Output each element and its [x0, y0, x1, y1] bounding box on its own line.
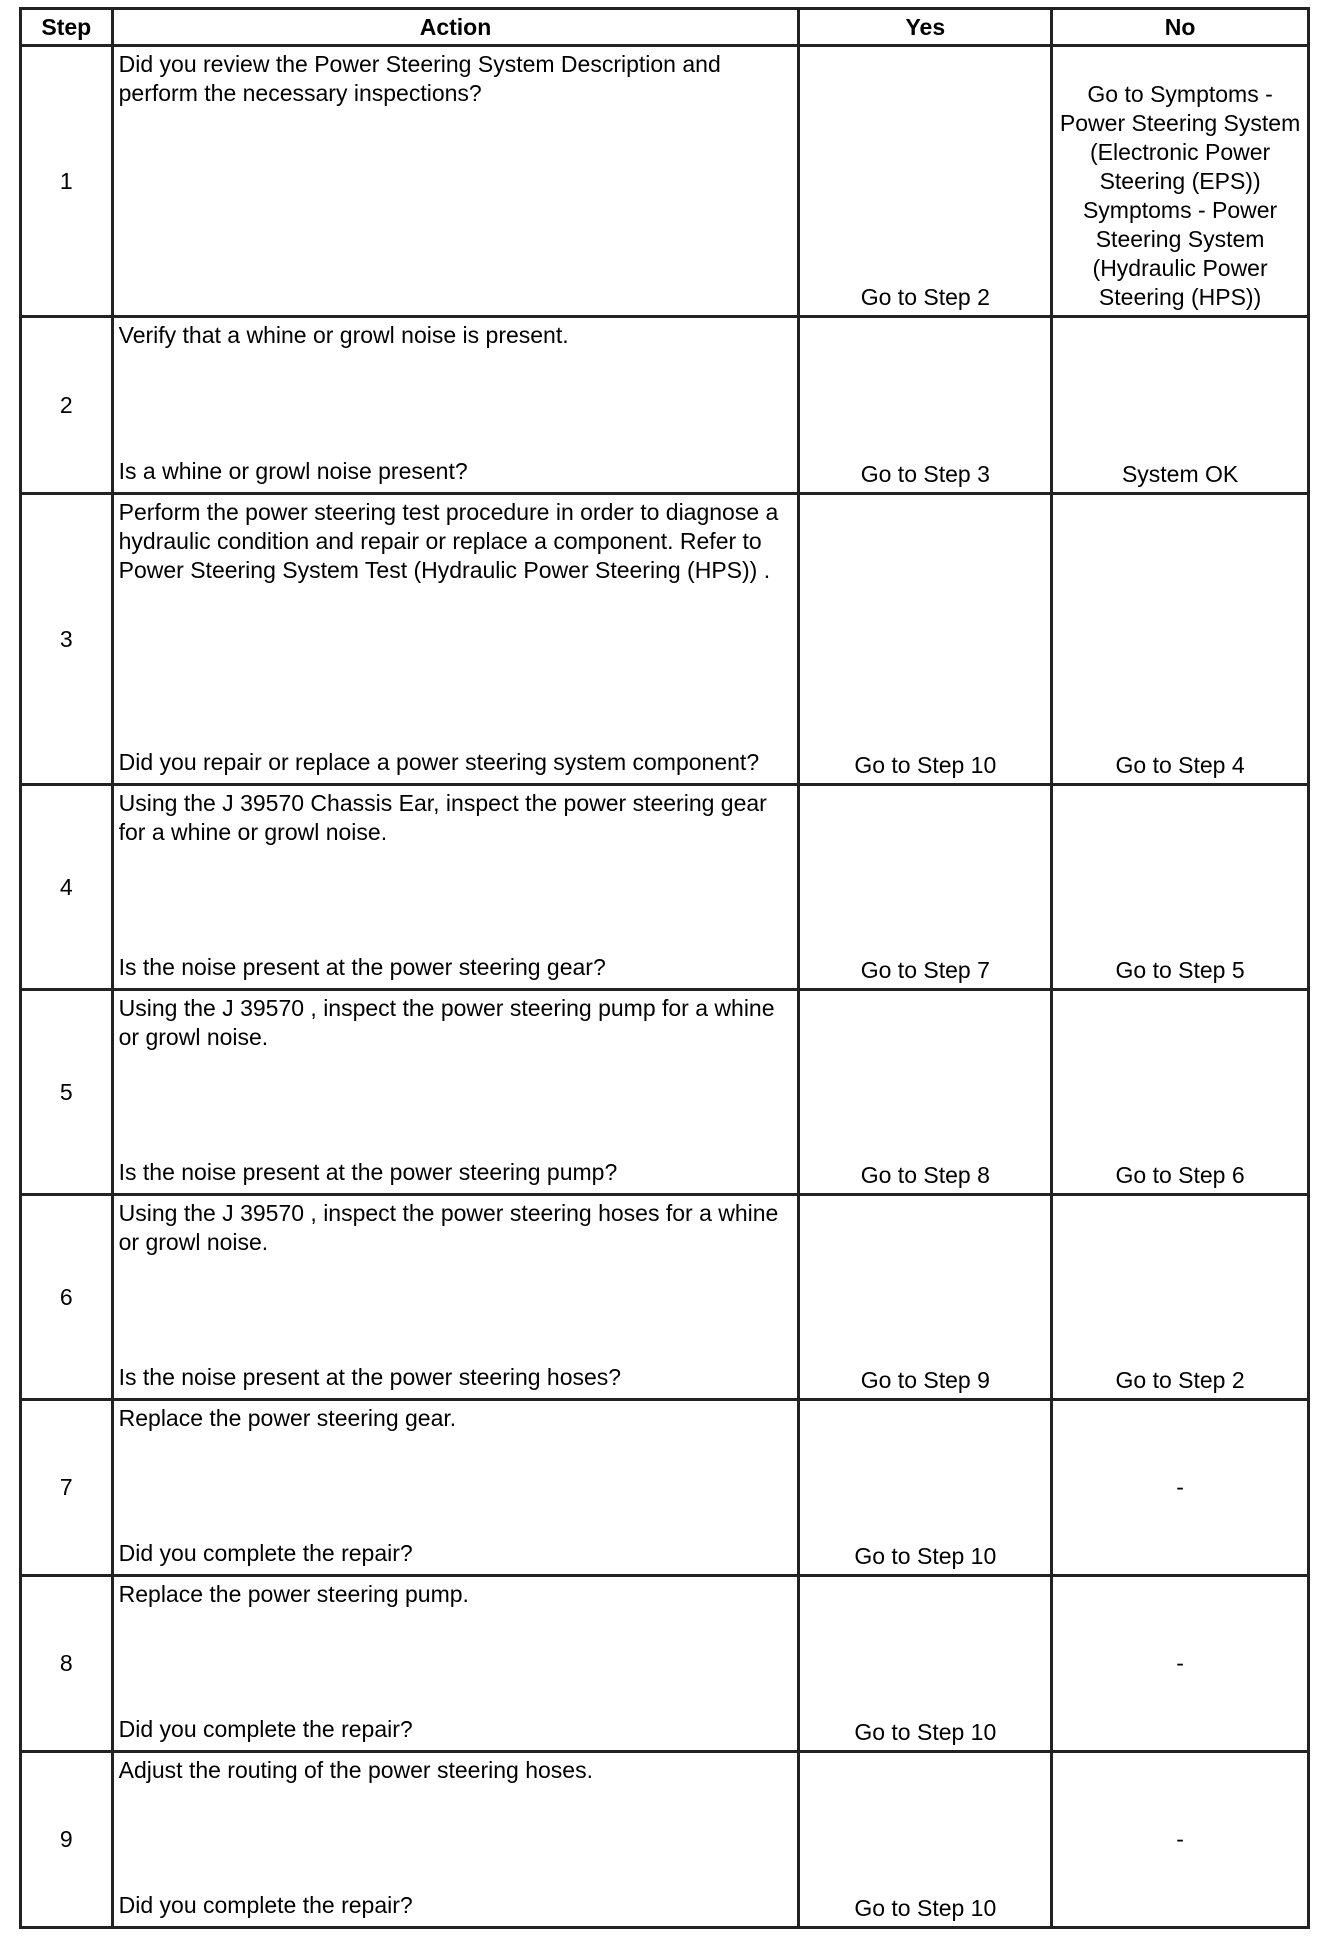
action-text: Adjust the routing of the power steering hoses. [118, 1757, 593, 1783]
yes-cell: Go to Step 10 [799, 494, 1052, 785]
question-text: Is the noise present at the power steering gear? [118, 954, 606, 980]
no-cell: Go to Step 2 [1052, 1195, 1309, 1400]
action-text: Perform the power steering test procedure in order to diagnose a hydraulic condition and repair or replace a component. Refer to Power Steering System Test (Hydraulic Power Steering (HPS)) . [118, 499, 779, 583]
action-cell [112, 317, 799, 494]
header-no: No [1052, 9, 1309, 46]
action-text: Verify that a whine or growl noise is present. [118, 322, 569, 348]
no-cell: - [1052, 1752, 1309, 1928]
step-number: 7 [21, 1400, 113, 1576]
action-text: Replace the power steering gear. [118, 1405, 457, 1431]
yes-cell: Go to Step 7 [799, 785, 1052, 990]
question-text: Did you complete the repair? [118, 1540, 413, 1566]
question-text: Is the noise present at the power steering pump? [118, 1159, 618, 1185]
action-cell [112, 785, 799, 990]
question-text: Is the noise present at the power steering hoses? [118, 1364, 622, 1390]
question-text: Did you complete the repair? [118, 1892, 413, 1918]
action-text: Replace the power steering pump. [118, 1581, 469, 1607]
step-number: 6 [21, 1195, 113, 1400]
step-number: 3 [21, 494, 113, 785]
step-number: 8 [21, 1576, 113, 1752]
yes-cell: Go to Step 3 [799, 317, 1052, 494]
action-cell [112, 1752, 799, 1928]
yes-cell: Go to Step 8 [799, 990, 1052, 1195]
question-text: Did you repair or replace a power steering system component? [118, 749, 760, 775]
action-text: Did you review the Power Steering System Description and perform the necessary inspections? [118, 51, 721, 106]
action-cell [112, 1195, 799, 1400]
header-action: Action [112, 9, 799, 46]
action-cell [112, 990, 799, 1195]
step-number: 4 [21, 785, 113, 990]
action-text: Using the J 39570 , inspect the power steering pump for a whine or growl noise. [118, 995, 775, 1050]
table-row [21, 1752, 1309, 1928]
action-cell [112, 1576, 799, 1752]
yes-cell: Go to Step 10 [799, 1752, 1052, 1928]
action-cell [112, 494, 799, 785]
question-text: Is a whine or growl noise present? [118, 458, 468, 484]
diagnostic-table [19, 7, 1310, 1929]
no-cell: Go to Symptoms - Power Steering System (Electronic Power Steering (EPS)) Symptoms - Power Steering System (Hydraulic Power Steering (HPS)) [1052, 46, 1309, 317]
table-row [21, 1195, 1309, 1400]
table-row [21, 1400, 1309, 1576]
yes-cell: Go to Step 9 [799, 1195, 1052, 1400]
header-yes: Yes [799, 9, 1052, 46]
step-number: 2 [21, 317, 113, 494]
yes-cell: Go to Step 10 [799, 1576, 1052, 1752]
action-text: Using the J 39570 Chassis Ear, inspect the power steering gear for a whine or growl noise. [118, 790, 767, 845]
question-text: Did you complete the repair? [118, 1716, 413, 1742]
table-row [21, 1576, 1309, 1752]
table-row [21, 46, 1309, 317]
no-cell: System OK [1052, 317, 1309, 494]
action-text: Using the J 39570 , inspect the power steering hoses for a whine or growl noise. [118, 1200, 779, 1255]
header-step: Step [21, 9, 113, 46]
action-cell [112, 46, 799, 317]
step-number: 9 [21, 1752, 113, 1928]
no-cell: - [1052, 1400, 1309, 1576]
header-row [21, 9, 1309, 46]
table-row [21, 785, 1309, 990]
no-cell: Go to Step 4 [1052, 494, 1309, 785]
step-number: 1 [21, 46, 113, 317]
yes-cell: Go to Step 2 [799, 46, 1052, 317]
table-row [21, 494, 1309, 785]
table-row [21, 317, 1309, 494]
yes-cell: Go to Step 10 [799, 1400, 1052, 1576]
action-cell [112, 1400, 799, 1576]
table-row [21, 990, 1309, 1195]
no-cell: Go to Step 5 [1052, 785, 1309, 990]
no-cell: - [1052, 1576, 1309, 1752]
no-cell: Go to Step 6 [1052, 990, 1309, 1195]
step-number: 5 [21, 990, 113, 1195]
